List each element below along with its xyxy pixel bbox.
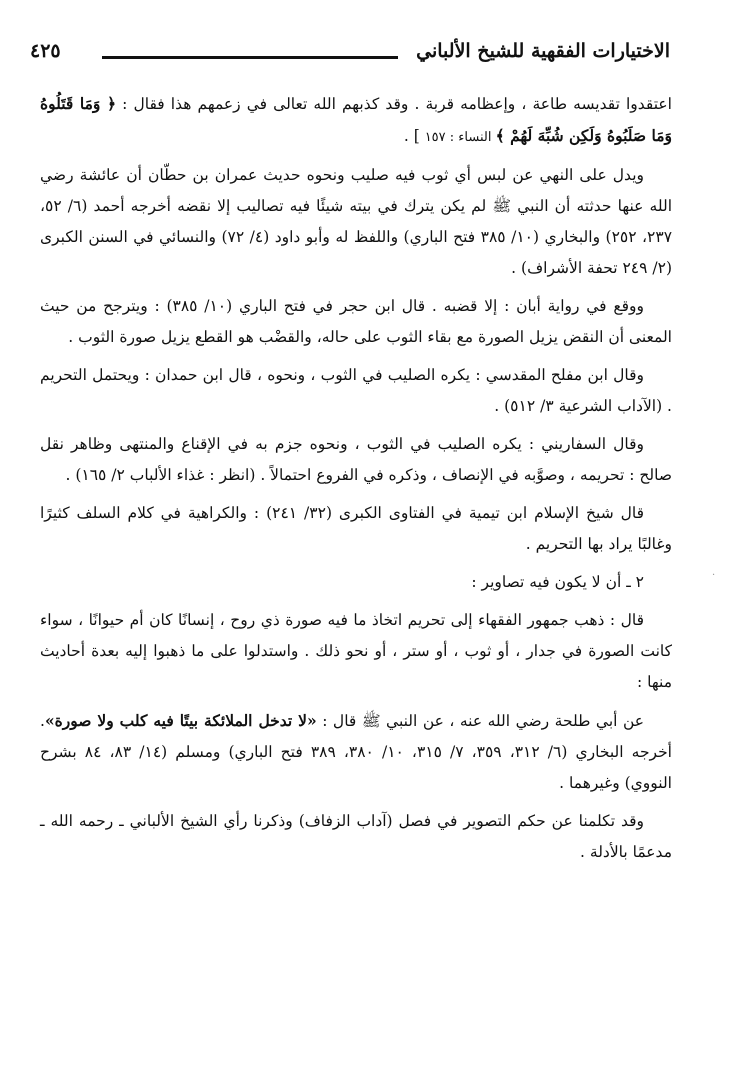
verse-reference: النساء : ١٥٧ (424, 130, 496, 145)
paragraph-9: وقد تكلمنا عن حكم التصوير في فصل (آداب الزفاف) وذكرنا رأي الشيخ الألباني ـ رحمه الله ـ مدعمًا بالأدلة . (40, 812, 672, 861)
paragraph-5: وقال السفاريني : يكره الصليب في الثوب ، ونحوه جزم به في الإقناع والمنتهى وظاهر نقل صالح : تحريمه ، وصوَّبه في الإنصاف ، وذكره في الفروع احتمالاً . (انظر : غذاء الألباب ٢/ ١٦٥) . (40, 435, 672, 484)
paragraph-2: ويدل على النهي عن لبس أي ثوب فيه صليب ونحوه حديث عمران بن حطّان أن عائشة رضي الله عنها حدثته أن النبي ﷺ لم يكن يترك في بيته شيئًا فيه تصاليب إلا نقضه أخرجه أحمد (٦/ ٥٢، ٢٣٧، ٢٥٢) والبخاري (١٠/ ٣٨٥ فتح الباري) واللفظ له وأبو داود (٤/ ٧٢) والنسائي في السنن الكبرى (٢/ ٢٤٩ تحفة الأشراف) . (40, 166, 673, 277)
section-heading: ٢ ـ أن لا يكون فيه تصاوير : (471, 573, 644, 591)
paragraph-text: اعتقدوا تقديسه طاعة ، وإعظامه قربة . وقد كذبهم الله تعالى في زعمهم هذا فقال : (116, 95, 672, 113)
paragraph-4: وقال ابن مفلح المقدسي : يكره الصليب في الثوب ، ونحوه ، قال ابن حمدان : ويحتمل التحريم . (الآداب الشرعية ٣/ ٥١٢) . (40, 366, 672, 415)
quran-verse: ﴿ وَمَا قَتَلُوهُ وَمَا صَلَبُوهُ وَلَكِن شُبِّهَ لَهُمْ ﴾ (40, 94, 672, 145)
running-title: الاختيارات الفقهية للشيخ الألباني (416, 40, 670, 62)
page-number: ٤٢٥ (30, 40, 61, 62)
paragraph-3: ووقع في رواية أبان : إلا قضبه . قال ابن حجر في فتح الباري (١٠/ ٣٨٥) : ويترجح من حيث المعنى أن النقض يزيل الصورة مع بقاء الثوب على حاله، والقضْب هو القطع يزيل صورة الثوب . (40, 297, 672, 346)
paragraph-text: ] . (403, 127, 425, 145)
page-header (30, 38, 670, 78)
paragraph-text: عن أبي طلحة رضي الله عنه ، عن النبي ﷺ قال : (316, 712, 644, 730)
paragraph-1 (40, 88, 672, 153)
margin-speck: · (712, 570, 716, 581)
header-rule (102, 56, 398, 59)
paragraph-text: . أخرجه البخاري (٦/ ٣١٢، ٣٥٩، ٧/ ٣١٥، ١٠/ ٣٨٠، ٣٨٩ فتح الباري) ومسلم (١٤/ ٨٣، ٨٤ بشرح النووي) وغيرهما . (40, 712, 672, 792)
paragraph-6: قال شيخ الإسلام ابن تيمية في الفتاوى الكبرى (٣٢/ ٢٤١) : والكراهية في كلام السلف كثيرًا وغالبًا يراد بها التحريم . (40, 504, 672, 553)
hadith-text: «لا تدخل الملائكة بيتًا فيه كلب ولا صورة» (44, 711, 317, 730)
paragraph-8 (40, 705, 672, 799)
paragraph-7: قال : ذهب جمهور الفقهاء إلى تحريم اتخاذ ما فيه صورة ذي روح ، إنسانًا كان أم حيوانًا ، سواء كانت الصورة في جدار ، أو ثوب ، أو ستر ، أو نحو ذلك . واستدلوا على ما ذهبوا إليه بعدة أحاديث منها : (40, 611, 672, 691)
page-body (40, 88, 672, 875)
